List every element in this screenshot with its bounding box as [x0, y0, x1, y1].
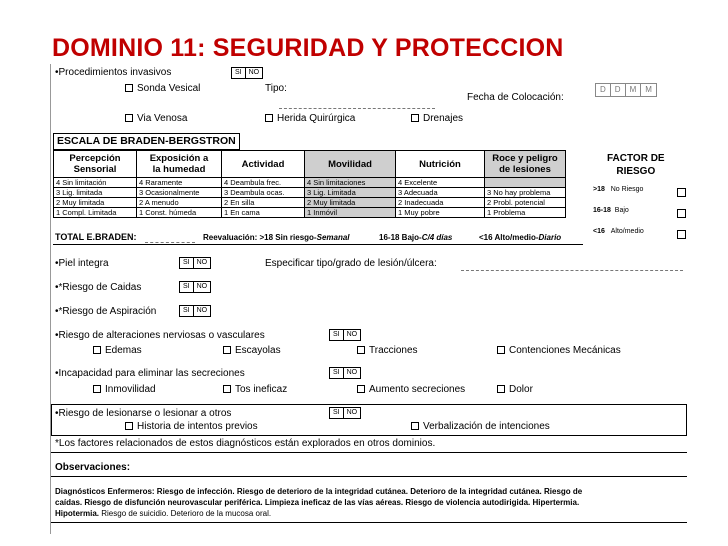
- factor-alto: <16 Alto/medio: [593, 228, 644, 235]
- braden-header-row: [54, 151, 566, 178]
- escayolas-checkbox[interactable]: [223, 346, 231, 354]
- piel-label: •Piel integra: [55, 258, 109, 269]
- via-venosa-checkbox[interactable]: [125, 114, 133, 122]
- alteraciones-si-no[interactable]: SI NO: [329, 329, 361, 341]
- tipo-label: Tipo:: [265, 83, 287, 94]
- total-label: TOTAL E.BRADEN:: [55, 232, 137, 242]
- header-movilidad: Movilidad: [305, 151, 396, 178]
- header-actividad: Actividad: [222, 151, 305, 178]
- sonda-checkbox[interactable]: [125, 84, 133, 92]
- aumento-checkbox[interactable]: [357, 385, 365, 393]
- bajo-text: 16-18 Bajo-C/4 días: [379, 233, 453, 242]
- procedimientos-si-no[interactable]: SI NO: [231, 67, 263, 79]
- bottom-divider: [51, 522, 687, 523]
- diagnosticos-text: Diagnósticos Enfermeros: Riesgo de infección. Riesgo de deterioro de la integridad cutánea. Deterioro de la integridad cutánea. Riesgo de caídas. Riesgo de disfunción neurovascular periférica. Limpieza ineficaz de las vías aéreas. Riesgo de violencia autodirigida. Hipertermia. Hipotermia. Riesgo de suicidio. Deterioro de la mucosa oral.: [55, 487, 583, 518]
- herida-option[interactable]: Herida Quirúrgica: [265, 113, 355, 124]
- historia-option[interactable]: Historia de intentos previos: [125, 421, 258, 432]
- verbalizacion-checkbox[interactable]: [411, 422, 419, 430]
- caidas-si-no[interactable]: SI NO: [179, 281, 211, 293]
- braden-title: ESCALA DE BRADEN-BERGSTRON: [53, 133, 240, 150]
- inmovilidad-checkbox[interactable]: [93, 385, 101, 393]
- tos-checkbox[interactable]: [223, 385, 231, 393]
- edemas-option[interactable]: Edemas: [93, 345, 142, 356]
- table-row: 4 Sin limitación 4 Raramente 4 Deambula frec. 4 Sin limitaciones 4 Excelente: [54, 178, 566, 188]
- drenajes-option[interactable]: Drenajes: [411, 113, 463, 124]
- escayolas-option[interactable]: Escayolas: [223, 345, 281, 356]
- dolor-option[interactable]: Dolor: [497, 384, 533, 395]
- factor-bajo: 16-18 Bajo: [593, 207, 629, 214]
- braden-table: [53, 150, 566, 218]
- observaciones-field[interactable]: [51, 476, 687, 477]
- inmovilidad-option[interactable]: Inmovilidad: [93, 384, 156, 395]
- divider: [51, 452, 687, 453]
- factor-no-riesgo: >18 No Riesgo: [593, 186, 644, 193]
- braden-total-row: [53, 232, 583, 245]
- via-venosa-option[interactable]: Via Venosa: [125, 113, 187, 124]
- fecha-colocacion-field[interactable]: D D M M: [595, 83, 657, 97]
- header-nutricion: Nutrición: [396, 151, 485, 178]
- tipo-input[interactable]: [279, 108, 435, 109]
- dolor-checkbox[interactable]: [497, 385, 505, 393]
- sonda-option[interactable]: Sonda Vesical: [125, 83, 200, 94]
- lesionarse-label: •Riesgo de lesionarse o lesionar a otros: [55, 408, 232, 419]
- incapacidad-si-no[interactable]: SI NO: [329, 367, 361, 379]
- no-riesgo-checkbox[interactable]: [677, 184, 686, 202]
- contenciones-option[interactable]: Contenciones Mecánicas: [497, 345, 621, 356]
- total-input[interactable]: [145, 242, 195, 243]
- verbalizacion-option[interactable]: Verbalización de intenciones: [411, 421, 550, 432]
- bajo-checkbox[interactable]: [677, 205, 686, 223]
- procedimientos-label: •Procedimientos invasivos: [55, 67, 172, 78]
- header-percepcion: Percepción Sensorial: [54, 151, 137, 178]
- drenajes-checkbox[interactable]: [411, 114, 419, 122]
- especificar-label: Especificar tipo/grado de lesión/úlcera:: [265, 258, 437, 269]
- assessment-form: [50, 64, 691, 534]
- edemas-checkbox[interactable]: [93, 346, 101, 354]
- aumento-option[interactable]: Aumento secreciones: [357, 384, 465, 395]
- aspiracion-label: •*Riesgo de Aspiración: [55, 306, 157, 317]
- tracciones-checkbox[interactable]: [357, 346, 365, 354]
- tos-option[interactable]: Tos ineficaz: [223, 384, 287, 395]
- header-roce: Roce y peligro de lesiones: [485, 151, 566, 178]
- contenciones-checkbox[interactable]: [497, 346, 505, 354]
- aspiracion-si-no[interactable]: SI NO: [179, 305, 211, 317]
- piel-si-no[interactable]: SI NO: [179, 257, 211, 269]
- caidas-label: •*Riesgo de Caidas: [55, 282, 142, 293]
- tracciones-option[interactable]: Tracciones: [357, 345, 418, 356]
- herida-checkbox[interactable]: [265, 114, 273, 122]
- table-row: 2 Muy limitada 2 A menudo 2 En silla 2 Muy limitada 2 Inadecuada 2 Probl. potencial: [54, 198, 566, 208]
- historia-checkbox[interactable]: [125, 422, 133, 430]
- header-humedad: Exposición a la humedad: [137, 151, 222, 178]
- page-title: DOMINIO 11: SEGURIDAD Y PROTECCION: [52, 34, 564, 62]
- especificar-input[interactable]: [461, 270, 683, 271]
- factores-note: *Los factores relacionados de estos diagnósticos están explorados en otros dominios.: [55, 438, 436, 449]
- table-row: 3 Lig. limitada 3 Ocasionalmente 3 Deambula ocas. 3 Lig. Limitada 3 Adecuada 3 No hay problema: [54, 188, 566, 198]
- observaciones-label: Observaciones:: [55, 462, 131, 473]
- incapacidad-label: •Incapacidad para eliminar las secreciones: [55, 368, 245, 379]
- alto-text: <16 Alto/medio-Diario: [479, 233, 562, 242]
- fecha-label: Fecha de Colocación:: [467, 92, 564, 103]
- alteraciones-label: •Riesgo de alteraciones nerviosas o vasculares: [55, 330, 265, 341]
- factor-title: FACTOR DE RIESGO: [607, 153, 665, 177]
- lesionarse-si-no[interactable]: SI NO: [329, 407, 361, 419]
- table-row: 1 Compl. Limitada 1 Const. húmeda 1 En cama 1 Inmóvil 1 Muy pobre 1 Problema: [54, 208, 566, 218]
- reevaluacion-text: Reevaluación: >18 Sin riesgo-Semanal: [203, 233, 350, 242]
- alto-checkbox[interactable]: [677, 226, 686, 244]
